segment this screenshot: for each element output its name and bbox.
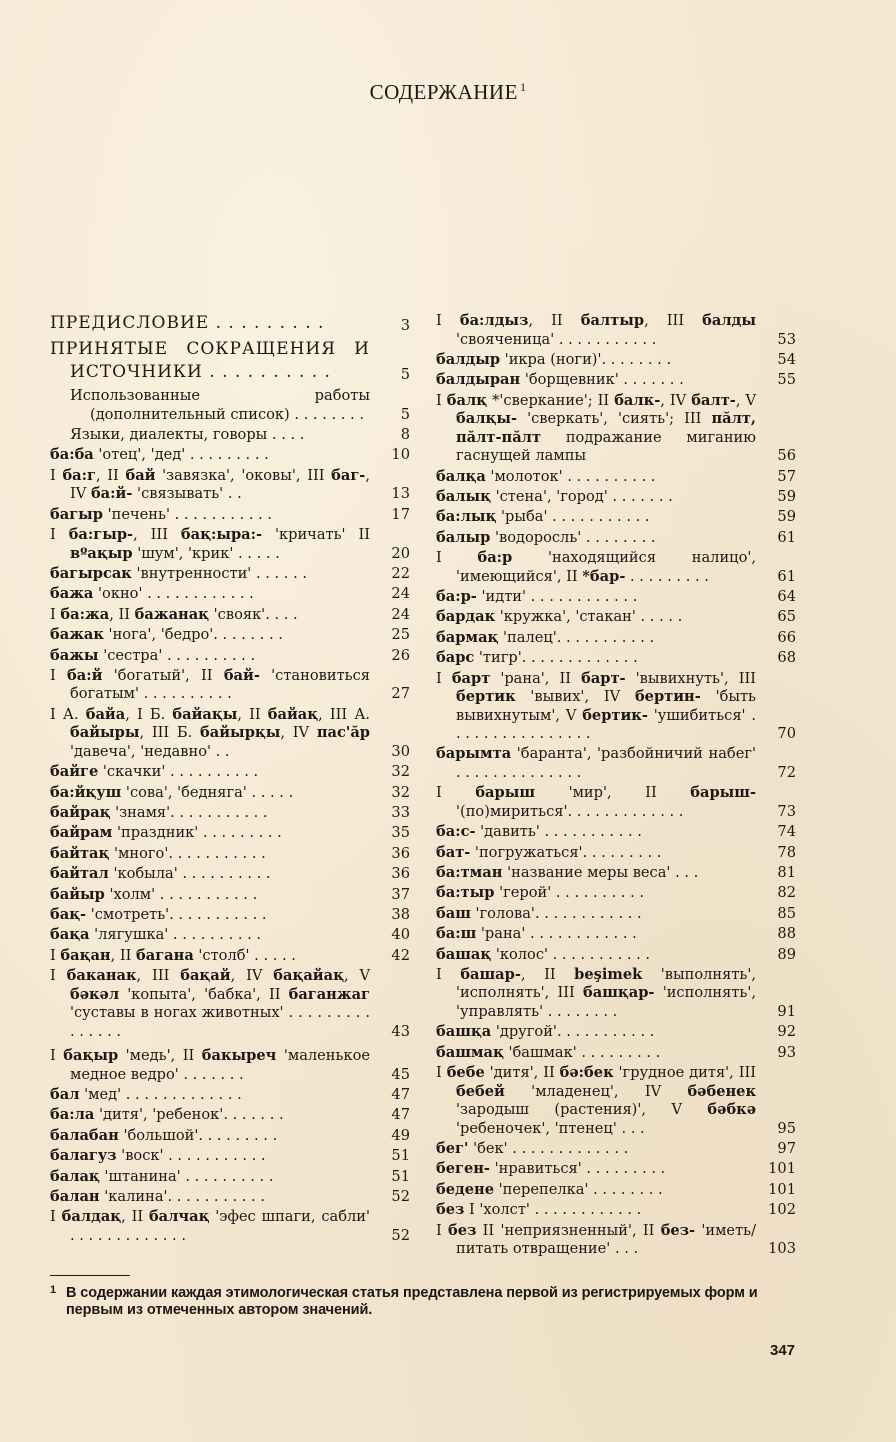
toc-page-number: 51 [391,1167,410,1185]
toc-page-number: 25 [391,626,410,644]
toc-entry-text: балық 'стена', 'город' . . . . . . . [436,487,673,505]
toc-page-number: 42 [391,946,410,964]
toc-entry-text: башқа 'другой'. . . . . . . . . . . [436,1023,655,1041]
toc-page-number: 102 [768,1201,796,1219]
toc-page-number: 26 [391,646,410,664]
title-footnote-mark: 1 [519,80,527,94]
toc-entry [50,647,410,666]
toc-entry [50,446,410,465]
footnote-divider [50,1275,130,1276]
toc-entry [436,1064,796,1138]
toc-entry-text: ба:с- 'давить' . . . . . . . . . . . [436,823,642,841]
toc-entry [50,706,410,762]
toc-entry [436,823,796,842]
toc-page-number: 56 [777,447,796,465]
toc-page-number: 52 [391,1187,410,1205]
toc-entry [50,626,410,645]
toc-page-number: 10 [391,446,410,464]
toc-page-number: 49 [391,1126,410,1144]
toc-page-number: 20 [391,544,410,562]
toc-page-number: 92 [777,1023,796,1041]
toc-entry [50,1127,410,1146]
toc-entry [436,1044,796,1063]
toc-entry-text: I ба:гыр-, III бақ:ыра:- 'кричать' II вºақыр 'шум', 'крик' . . . . . [50,526,371,562]
toc-entry [50,865,410,884]
toc-entry [436,864,796,883]
toc-entry-text: I балқ *'сверкание'; II балк-, IV балт-, V балқы- 'сверкать', 'сиять'; III пăлт, пăлт-пăлт подражание миганию гаснущей лампы [436,391,756,465]
toc-entry-text: I баканак, III бақай, IV бақайақ, V бәкәл 'копыта', 'бабка', II баганжаг 'суставы в ногах животных' . . . . . . . . . . . . . . . [50,967,370,1040]
toc-page-number: 72 [777,763,796,781]
toc-entry [50,784,410,803]
footnote-text: В содержании каждая этимологическая статья представлена первой из регистрируемых форм и первым из отмеченных автором значений. [66,1285,758,1318]
toc-entry [50,565,410,584]
toc-page-number: 82 [777,884,796,902]
toc-entry-text: байрақ 'знамя'. . . . . . . . . . . [50,803,268,821]
toc-entry-text: байге 'скачки' . . . . . . . . . . [50,763,259,781]
page-number: 347 [770,1342,796,1359]
toc-entry-text: бажы 'сестра' . . . . . . . . . . [50,646,256,664]
toc-entry [436,946,796,965]
toc-entry-text: бармақ 'палец'. . . . . . . . . . . [436,628,655,646]
toc-entry-text: Использованные работы (дополнительный список) . . . . . . . . [70,387,370,423]
toc-entry-text: ба:ш 'рана' . . . . . . . . . . . . [436,925,637,943]
toc-entry [436,1222,796,1259]
toc-entry-text: I ба:й 'богатый', II бай- 'становиться богатым' . . . . . . . . . . [50,666,370,703]
page-title-text: СОДЕРЖАНИЕ [369,80,518,104]
toc-section-heading [50,338,410,384]
toc-page-number: 43 [391,1022,410,1040]
toc-entry-text: ба:лық 'рыба' . . . . . . . . . . . [436,508,650,526]
toc-entry [50,1147,410,1166]
toc-page-number: 85 [777,904,796,922]
toc-page-number: 36 [391,844,410,862]
toc-entry [50,926,410,945]
toc-entry [436,529,796,548]
toc-entry-text: байыр 'холм' . . . . . . . . . . . [50,885,258,903]
toc-entry [436,351,796,370]
toc-entry [436,488,796,507]
toc-page-number: 5 [400,405,410,423]
toc-page-number: 95 [777,1119,796,1137]
toc-page-number: 103 [768,1240,796,1258]
toc-page-number: 13 [391,485,410,503]
toc-page-number: 55 [777,371,796,389]
toc-page-number: 54 [777,350,796,368]
toc-entry-text: бақ- 'смотреть'. . . . . . . . . . . [50,905,267,923]
toc-entry-text: башақ 'колос' . . . . . . . . . . . [436,945,651,963]
toc-entry-text: бажак 'нога', 'бедро'. . . . . . . . [50,626,283,644]
toc-entry [436,549,796,586]
toc-page-number: 89 [777,945,796,963]
toc-entry-text: Языки, диалекты, говоры . . . . [70,426,305,443]
page-title [0,80,896,105]
toc-entry-text: багырсак 'внутренности' . . . . . . [50,564,307,582]
toc-entry-text: ба:ба 'отец', 'дед' . . . . . . . . . [50,446,269,464]
toc-page-number: 101 [768,1160,796,1178]
toc-entry-text: I ба:лдыз, II балтыр, III балды 'свояченица' . . . . . . . . . . . [436,312,757,348]
toc-entry-text: беген- 'нравиться' . . . . . . . . . [436,1160,666,1178]
toc-page-number: 38 [391,905,410,923]
footnote-mark: 1 [50,1284,57,1296]
toc-page-number: 17 [391,505,410,523]
toc-entry-text: бақа 'лягушка' . . . . . . . . . . [50,926,262,944]
toc-page-number: 51 [391,1147,410,1165]
toc-entry-text: ба:тыр 'герой' . . . . . . . . . . [436,884,645,902]
toc-page-number: 45 [391,1065,410,1083]
toc-page-number: 24 [391,605,410,623]
toc-entry-text: ба:тман 'название меры веса' . . . [436,864,699,882]
toc-page-number: 59 [777,487,796,505]
toc-entry-text: бал 'мед' . . . . . . . . . . . . . [50,1085,242,1103]
toc-page-number: 35 [391,824,410,842]
toc-entry-text: балдыр 'икра (ноги)'. . . . . . . . [436,350,672,368]
toc-right-column [436,312,796,1261]
toc-page-number: 57 [777,467,796,485]
toc-entry-text: I ба:жа, II бажанақ 'свояк'. . . . [50,605,298,623]
toc-page-number: 68 [777,649,796,667]
toc-entry [436,966,796,1022]
toc-entry [50,845,410,864]
toc-entry [436,1181,796,1200]
toc-entry-text: ПРЕДИСЛОВИЕ . . . . . . . . . [50,313,325,333]
toc-entry-text: I ба:г, II бай 'завязка', 'оковы', III баг-, IV ба:й- 'связывать' . . [50,466,370,503]
toc-entry [50,585,410,604]
toc-entry [436,649,796,668]
toc-entry [50,906,410,925]
toc-subsection [50,426,410,445]
toc-entry-text: ба:ла 'дитя', 'ребенок'. . . . . . . [50,1106,284,1124]
toc-page-number: 3 [400,316,410,334]
toc-page-number: 36 [391,865,410,883]
toc-entry-text: I бебе 'дитя', II бә:бек 'грудное дитя', III бебей 'младенец', IV бәбенек 'зародыш (растения)', V бәбкә 'ребеночек', 'птенец' . . . [436,1064,757,1137]
toc-page-number: 70 [777,725,796,743]
toc-entry-text: I башар-, II beşimek 'выполнять', 'исполнять', III башқар- 'исполнять', 'управлять' . . . . . . . . [436,965,757,1020]
toc-page-number: 33 [391,803,410,821]
toc-entry-text: байрам 'праздник' . . . . . . . . . [50,824,282,842]
toc-page-number: 8 [400,426,410,443]
toc-entry [50,467,410,504]
toc-page-number: 66 [777,628,796,646]
toc-page-number: 5 [400,365,410,383]
toc-entry-text: байтал 'кобыла' . . . . . . . . . . [50,865,271,883]
toc-entry-text: I барыш 'мир', II барыш- '(по)мириться'. . . . . . . . . . . . . [436,784,757,820]
toc-entry [50,606,410,625]
toc-page-number: 27 [391,685,410,703]
toc-page-number: 32 [391,763,410,781]
toc-page-number: 37 [391,885,410,903]
toc-entry [50,1168,410,1187]
toc-entry [50,763,410,782]
toc-entry-text: барымта 'баранта', 'разбойничий набег' . . . . . . . . . . . . . . [436,745,756,781]
toc-entry [50,1106,410,1125]
toc-entry [436,670,796,744]
toc-entry-text: бат- 'погружаться'. . . . . . . . . [436,843,662,861]
toc-page-number: 61 [777,567,796,585]
toc-entry [436,371,796,390]
toc-page-number: 93 [777,1043,796,1061]
toc-entry-text: балдыран 'борщевник' . . . . . . . [436,371,684,389]
toc-page-number: 78 [777,843,796,861]
toc-entry [436,1140,796,1159]
toc-entry-text: балақ 'штанина' . . . . . . . . . . [50,1167,274,1185]
toc-entry [436,1201,796,1220]
toc-page-number: 30 [391,742,410,760]
toc-entry-text: байтақ 'много'. . . . . . . . . . . [50,844,266,862]
toc-entry [50,1208,410,1245]
toc-page-number: 47 [391,1085,410,1103]
toc-entry-text: балыр 'водоросль' . . . . . . . . [436,528,656,546]
toc-entry [436,784,796,821]
toc-entry-text: I ба:р 'находящийся налицо', 'имеющийся', II *бар- . . . . . . . . . [436,549,757,585]
toc-entry-text: багыр 'печень' . . . . . . . . . . . [50,505,273,523]
toc-entry-text: I барт 'рана', II барт- 'вывихнуть', III бертик 'вывих', IV бертин- 'быть вывихнутым', V бертик- 'ушибиться' . . . . . . . . . . . . . . . . [436,669,757,743]
toc-entry-text: баш 'голова'. . . . . . . . . . . . [436,904,642,922]
toc-entry [50,947,410,966]
toc-entry [436,468,796,487]
toc-page-number: 24 [391,585,410,603]
toc-entry-text: башмақ 'башмак' . . . . . . . . . [436,1043,661,1061]
toc-page-number: 74 [777,823,796,841]
toc-entry-text: балагуз 'воск' . . . . . . . . . . . [50,1147,266,1165]
toc-page-number: 59 [777,508,796,526]
toc-page-number: 88 [777,925,796,943]
toc-entry [436,312,796,349]
toc-entry [50,526,410,563]
toc-subsection [50,387,410,424]
toc-entry-text: I без II 'неприязненный', II без- 'иметь/питать отвращение' . . . [436,1221,757,1258]
toc-entry-text: I бақыр 'медь', II бакыреч 'маленькое медное ведро' . . . . . . . [50,1047,371,1083]
toc-entry-text: ПРИНЯТЫЕ СОКРАЩЕНИЯ И ИСТОЧНИКИ . . . . . . . . . . [50,339,370,382]
toc-entry-text: бедене 'перепелка' . . . . . . . . [436,1180,663,1198]
toc-page-number: 32 [391,783,410,801]
toc-entry [436,884,796,903]
toc-entry [50,1086,410,1105]
toc-page-number: 61 [777,528,796,546]
toc-entry-text: ба:р- 'идти' . . . . . . . . . . . . [436,588,638,606]
toc-entry [50,967,410,1041]
toc-entry-text: балан 'калина'. . . . . . . . . . . [50,1187,265,1205]
toc-page-number: 91 [777,1002,796,1020]
toc-entry [436,925,796,944]
toc-entry [50,886,410,905]
toc-page-number: 73 [777,802,796,820]
toc-page-number: 22 [391,564,410,582]
toc-entry [50,1047,410,1084]
toc-entry-text: барс 'тигр'. . . . . . . . . . . . . [436,649,638,667]
toc-page-number: 52 [391,1226,410,1244]
toc-entry [436,608,796,627]
toc-left-column [50,312,410,1247]
toc-entry [50,1188,410,1207]
toc-entry [50,506,410,525]
toc-entry [436,1023,796,1042]
toc-entry [436,508,796,527]
toc-entry-text: бег' 'бек' . . . . . . . . . . . . . [436,1140,629,1158]
toc-entry-text: бардак 'кружка', 'стакан' . . . . . [436,608,683,626]
toc-entry-text: I А. байа, I Б. байақы, II байақ, III А. байыры, III Б. байырқы, IV пас'ăр 'давеча', 'недавно' . . [50,705,371,760]
toc-page-number: 101 [768,1180,796,1198]
toc-page-number: 81 [777,864,796,882]
toc-entry [436,905,796,924]
toc-entry [436,1160,796,1179]
toc-entry-text: I бақан, II багана 'столб' . . . . . [50,946,296,964]
toc-entry-text: ба:йқуш 'сова', 'бедняга' . . . . . [50,783,294,801]
toc-entry-text: без I 'холст' . . . . . . . . . . . . [436,1201,642,1219]
toc-entry [50,804,410,823]
toc-entry-text: I балдақ, II балчақ 'эфес шпаги, сабли' . . . . . . . . . . . . . [50,1208,371,1244]
toc-entry-text: балқа 'молоток' . . . . . . . . . . [436,467,656,485]
toc-entry [436,745,796,782]
toc-entry [436,392,796,466]
footnote [50,1285,806,1319]
toc-entry-text: бажа 'окно' . . . . . . . . . . . . [50,585,254,603]
toc-page-number: 64 [777,588,796,606]
toc-entry-text: балабан 'большой'. . . . . . . . . [50,1126,278,1144]
toc-entry [436,588,796,607]
toc-entry [50,667,410,704]
toc-entry [50,824,410,843]
toc-page-number: 65 [777,608,796,626]
toc-page-number: 40 [391,926,410,944]
toc-page-number: 97 [777,1140,796,1158]
toc-page-number: 53 [777,330,796,348]
toc-page-number: 47 [391,1106,410,1124]
toc-entry [436,629,796,648]
toc-entry [436,844,796,863]
toc-section-heading [50,312,410,335]
